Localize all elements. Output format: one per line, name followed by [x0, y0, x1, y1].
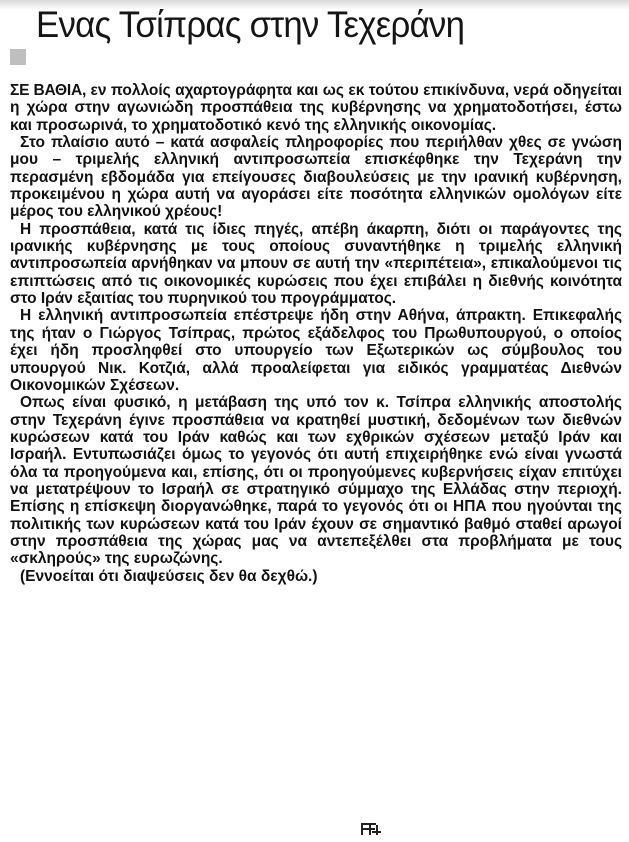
article-paragraph-1: Στο πλαίσιο αυτό – κατά ασφαλείς πληροφορίες που περιήλθαν χθες σε γνώση μου – τριμελής ελληνική αντιπροσωπεία επισκέφθηκε την Τεχεράνη την περασμένη εβδομάδα για επείγουσες διαβουλεύσεις με την ιρανική κυβέρνηση, προκειμένου η χώρα αυτή να αγοράσει είτε ποσότητα ελληνικών ομολόγων είτε μέρος του ελληνικού χρέους! [10, 134, 622, 221]
lead-paragraph [10, 82, 622, 134]
article-headline: Ενας Τσίπρας στην Τεχεράνη [36, 4, 465, 46]
author-signature-icon [360, 822, 382, 836]
article-paragraph-4: Οπως είναι φυσικό, η μετάβαση της υπό τον κ. Τσίπρα ελληνικής αποστολής στην Τεχεράνη έγινε προσπάθεια να κρατηθεί μυστική, δεδομένων των διεθνών κυρώσεων κατά του Ιράν καθώς και των εχθρικών σχέσεων μεταξύ Ιράν και Ισραήλ. Εντυπωσιάζει όμως το γεγονός ότι αυτή επιχειρήθηκε ενώ είναι γνωστά όλα τα προηγούμενα και, επίσης, ότι οι προηγούμενες κυβερνήσεις είχαν επιτύχει να μετατρέψουν το Ισραήλ σε στρατηγικό σύμμαχο της Ελλάδας στην περιοχή. Επίσης η επίσκεψη διοργανώθηκε, παρά το γεγονός ότι οι ΗΠΑ που ηγούνται της πολιτικής των κυρώσεων κατά του Ιράν έχουν σε σημαντικό βαθμό σταθεί αρωγοί στην προσπάθεια της χώρας μας να αντεπεξέλθει στα προβλήματα με τους «σκληρούς» της ευρωζώνης. [10, 394, 622, 568]
article-paragraph-3: Η ελληνική αντιπροσωπεία επέστρεψε ήδη στην Αθήνα, άπρακτη. Επικεφαλής της ήταν ο Γιώργος Τσίπρας, πρώτος εξάδελφος του Πρωθυπουργού, ο οποίος έχει ήδη προσληφθεί στο υπουργείο των Εξωτερικών ως σύμβουλος του υπουργού Νικ. Κοτζιά, αλλά προαλείφεται για ειδικός γραμματέας Διεθνών Οικονομικών Σχέσεων. [10, 307, 622, 394]
lead-paragraph-text: εν πολλοίς αχαρτογράφητα και ως εκ τούτου επικίνδυνα, νερά οδηγείται η χώρα στην αγωνιώδη προσπάθεια της κυβέρνησης να χρηματοδοτήσει, έστω και προσωρινά, το χρηματοδοτικό κενό της ελληνικής οικονομίας. [10, 82, 623, 134]
newspaper-article [10, 4, 623, 601]
article-paragraph-2: Η προσπάθεια, κατά τις ίδιες πηγές, απέβη άκαρπη, διότι οι παράγοντες της ιρανικής κυβέρνησης με τους οποίους συναντήθηκε η τριμελής ελληνική αντιπροσωπεία αρνήθηκαν να μπουν σε αυτή την «περιπέτεια», επικαλούμενοι τις επιπτώσεις από τις οικονομικές κυρώσεις που έχει επιβάλει η διεθνής κοινότητα στο Ιράν εξαιτίας του πυρηνικού του προγράμματος. [10, 220, 622, 308]
lead-word: ΣΕ ΒΑΘΙΑ, [10, 82, 87, 99]
gray-square-marker-icon [10, 49, 26, 65]
closing-note: (Εννοείται ότι διαψεύσεις δεν θα δεχθώ.) [20, 567, 318, 585]
headline-row [10, 4, 622, 74]
